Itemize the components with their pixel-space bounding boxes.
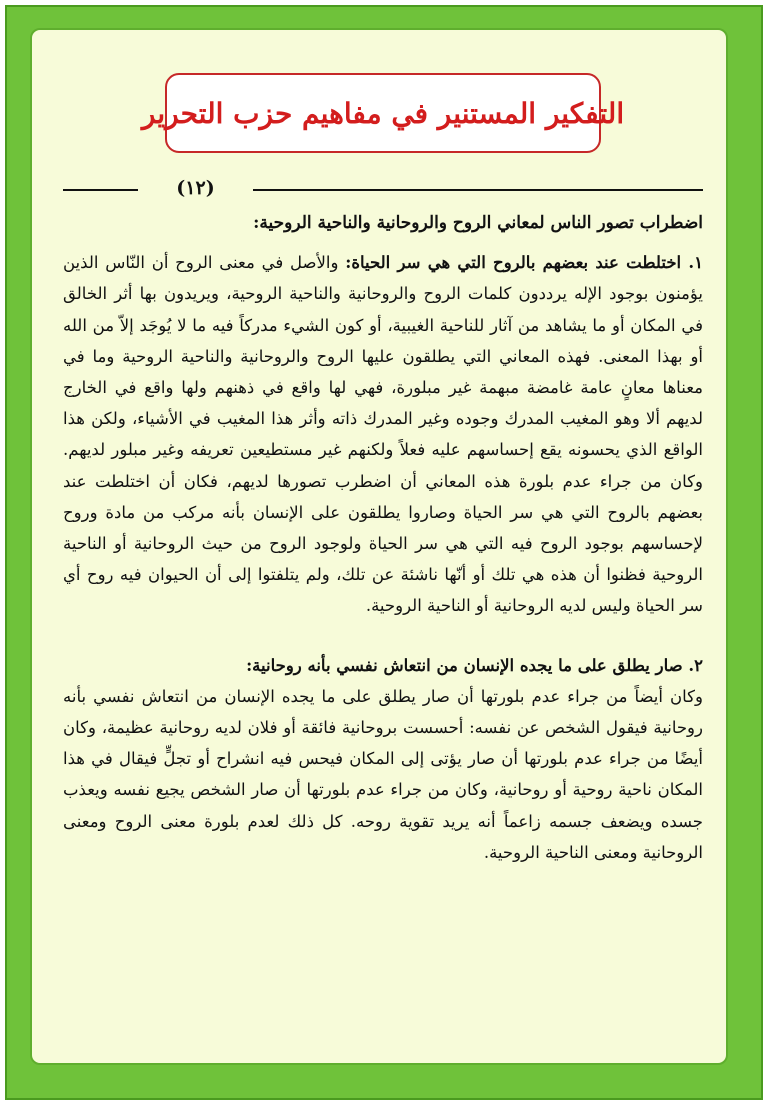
section-1-body: والأصل في معنى الروح أن النّاس الذين يؤمنون بوجود الإله يرددون كلمات الروح والروحانية والناحية الروحية، ويريدون بها أثر الخالق في المكان أو ما يشاهد من آثار للناحية الغيبية، أو كون الشيء مدركاً فيه ما لا يُوجَد إلاّ من الله أو بهذا المعنى. فهذه المعاني التي يطلقون عليها الروح والروحانية والناحية الروحية وما في معناها معانٍ عامة غامضة مبهمة غير مبلورة، فهي لها واقع في ذهنهم ولها واقع في الخارج لديهم ألا وهو المغيب المدرك وجوده وغير المدرك ذاته وأثر هذا المغيب في الأشياء، ولكن هذا الواقع الذي يحسونه يقع إحساسهم عليه فعلاً ولكنهم غير مستطيعين تعريفه وغير مبلور لديهم. وكان من جراء عدم بلورة هذه المعاني أن اضطرب تصورها لديهم، فكان أن اختلطت عند بعضهم بالروح التي هي سر الحياة وصاروا يطلقون على الإنسان بأنه مركب من مادة وروح لإحساسهم بوجود الروح فيه التي هي سر الحياة ولوجود الروح من حيث الروحانية أو الناحية الروحية فظنوا أن هذه هي تلك أو أنّها ناشئة عن تلك، ولم يتلفتوا إلى أن الحيوان فيه روح أي سر الحياة وليس لديه الروحانية أو الناحية الروحية. [63, 253, 703, 616]
section-1-title: ١. اختلطت عند بعضهم بالروح التي هي سر الحياة: [345, 253, 703, 273]
page-number-row [63, 177, 703, 201]
rule-right [253, 189, 703, 191]
title-banner [141, 73, 625, 153]
rule-left [63, 189, 138, 191]
banner-title: التفكير المستنير في مفاهيم حزب التحرير [141, 96, 625, 130]
section-2-title: ٢. صار يطلق على ما يجده الإنسان من انتعاش نفسي بأنه روحانية: [246, 655, 703, 675]
page-number: (١٢) [176, 177, 215, 199]
article-heading: اضطراب تصور الناس لمعاني الروح والروحانية والناحية الروحية: [253, 213, 703, 233]
section-1-paragraph [63, 247, 703, 621]
article-content [63, 208, 703, 868]
section-gap [63, 622, 703, 650]
section-2-body: وكان أيضاً من جراء عدم بلورتها أن صار يطلق على ما يجده الإنسان من انتعاش نفسي بأنه روحانية فيقول الشخص عن نفسه: أحسست بروحانية فائقة أو فلان لديه روحانية عظيمة، وكان أيضًا من جراء عدم بلورتها أن صار يؤتى إلى المكان فيحس فيه انشراح أو تجلٍّ فيقال في هذا المكان ناحية روحية أو روحانية، وكان من جراء عدم بلورتها أن صار الشخص يجيع نفسه ويعذب جسده ويضعف جسمه زاعماً أنه يريد تقوية روحه. كل ذلك لعدم بلورة معنى الروح ومعنى الروحانية ومعنى الناحية الروحية. [63, 686, 703, 862]
